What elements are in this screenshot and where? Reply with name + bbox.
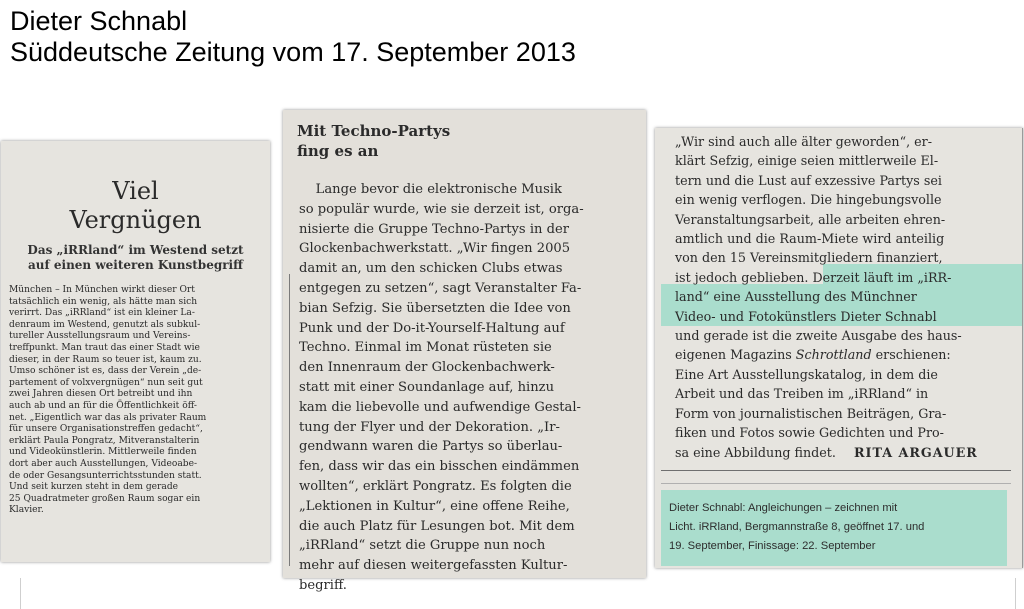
clip1-line: denraum im Westend, genutzt als subkul- [9,319,201,330]
clip2-line: nisierte die Gruppe Techno-Partys in der [299,221,569,237]
clip2-line: „Lektionen in Kultur“, eine offene Reihe, [299,498,570,514]
clip2-line: wollten“, erklärt Pongratz. Es folgten die [299,478,572,494]
event-info-line: 19. September, Finissage: 22. September [669,540,876,553]
clip2-body [299,180,584,596]
clip2-line: kam die liebevolle und aufwendige Gestal- [299,399,581,415]
clip2-heading-line2: fing es an [297,142,379,160]
clip3-line: von den 15 Vereinsmitgliedern finanziert, [675,250,943,266]
clip2-line: den Innenraum der Glockenbachwerk- [299,360,555,376]
clip2-heading-line1: Mit Techno-Partys [297,122,451,140]
clip1-line: erklärt Paula Pongratz, Mitveranstalterin [9,435,200,446]
clip2-heading [297,121,646,161]
clip1-line: tureller Ausstellungsraum und Vereins- [9,331,191,342]
clipping-techno-partys [283,110,646,593]
clip2-line: gendwann waren die Partys so überlau- [299,439,563,455]
clip3-line-last [675,443,978,462]
clip3-line: Eine Art Ausstellungskatalog, in dem die [675,366,938,382]
clip3-line: amtlich und die Raum-Miete wird anteilig [675,231,945,247]
header-source: Süddeutsche Zeitung vom 17. September 2013 [10,37,576,67]
clip3-line: land“ eine Ausstellung des Münchner [675,289,917,305]
column-rule [289,274,290,566]
clip2-line: mehr auf diesen weitergefassten Kultur- [299,558,568,574]
clip1-line: net. „Eigentlich war das als privater Raum [9,412,207,423]
clip2-line: Glockenbachwerkstatt. „Wir fingen 2005 [299,241,571,257]
clip3-line-text: erschienen: [871,347,951,363]
clip3-line: tern und die Lust auf exzessive Partys sei [675,172,942,188]
clipping-viel-vergnuegen [1,141,270,562]
clip3-line: ist jedoch geblieben. Derzeit läuft im „iRR- [675,269,952,285]
clip1-line: Und seit kurzen steht in dem gerade [9,482,179,493]
clip2-line: so populär wurde, wie sie derzeit ist, orga- [299,201,584,217]
clip3-line: klärt Sefzig, einige seien mittlerweile El- [675,153,939,169]
clip3-line-text: eigenen Magazins [675,347,792,363]
clip1-line: Umso schöner ist es, dass der Verein „de- [9,366,202,377]
clip3-line: Arbeit und das Treiben im „iRRland“ in [675,386,929,402]
clip1-subtitle-line1: Das „iRRland“ im Westend setzt [27,243,244,257]
event-info-line: Dieter Schnabl: Angleichungen – zeichnen mit [669,502,898,514]
clip1-line: auch ab und an für die Öffentlichkeit öff- [9,400,197,411]
clip1-line: dort aber auch Ausstellungen, Videoabe- [9,458,198,469]
header-author: Dieter Schnabl [10,6,188,36]
clip1-line: zwei Jahren diesen Ort betreibt und ihn [9,389,193,400]
separator-rule [661,470,1011,471]
clip3-line-text: sa eine Abbildung findet. [675,444,836,460]
clip1-line: München – In München wirkt dieser Ort [9,285,195,295]
column-rule [1022,128,1023,568]
clip1-line: dieser, in der Raum so teuer ist, kaum zu. [9,354,202,365]
frame-edge [1015,578,1016,609]
clip1-line: verirrt. Das „iRRland“ ist ein kleiner La- [9,308,195,319]
clip2-line: Punk und der Do-it-Yourself-Haltung auf [299,320,565,336]
clip1-line: 25 Quadratmeter großen Raum sogar ein [9,493,201,504]
clip1-subtitle [1,243,270,273]
clipping-ausstellung [655,128,1023,568]
event-info-line: Licht. iRRland, Bergmannstraße 8, geöffnet 17. und [669,521,925,534]
clip3-line: Veranstaltungsarbeit, alle arbeiten ehren- [675,211,946,227]
clip3-line: Form von journalistischen Beiträgen, Gra- [675,405,947,421]
clip2-line: fen, dass wir das ein bisschen eindämmen [299,459,580,475]
clip3-line: fiken und Fotos sowie Gedichten und Pro- [675,425,944,441]
clip2-line: Techno. Einmal im Monat rüsteten sie [299,340,552,356]
clip1-line: treffpunkt. Man traut das einer Stadt wie [9,342,200,353]
frame-edge [20,578,21,609]
clip1-line: Klavier. [9,505,44,516]
clip2-line: begriff. [299,577,347,593]
magazine-title: Schrottland [795,347,872,363]
clip1-subtitle-line2: auf einen weiteren Kunstbegriff [28,258,243,272]
clip3-line: Video- und Fotokünstlers Dieter Schnabl [675,308,937,324]
clip2-line: entgegen zu setzen“, sagt Veranstalter Fa- [299,280,582,296]
clip2-line: damit an, um den schicken Clubs etwas [299,261,563,277]
clip2-line: bian Sefzig. Sie übersetzten die Idee von [299,300,571,316]
clip1-title-line1: Viel [112,177,159,205]
clip1-line: für unsere Organisationstreffen gedacht“, [9,424,203,435]
clip3-line: „Wir sind auch alle älter geworden“, er- [675,134,932,149]
clip3-line-magazine [675,345,978,364]
clip1-line: partement of volxvergnügen“ nun seit gut [9,377,203,388]
clip1-title [1,177,270,235]
clip3-line: ein wenig verflogen. Die hingebungsvolle [675,192,942,208]
clip2-line: Lange bevor die elektronische Musik [299,182,562,197]
event-info [669,499,924,557]
clip2-line: statt mit einer Soundanlage auf, hinzu [299,379,554,395]
clip1-title-line2: Vergnügen [69,206,202,234]
clip1-line: de oder Gesangsunterrichtsstunden statt. [9,470,202,481]
clip1-line: und Videokünstlerin. Mittlerweile finden [9,447,197,458]
clip1-body [9,285,262,517]
clip2-line: „iRRland“ setzt die Gruppe nun noch [299,538,546,554]
separator-rule [661,483,1011,484]
clip3-line: und gerade ist die zweite Ausgabe des haus- [675,328,962,344]
clip1-line: tatsächlich ein wenig, als hätte man sich [9,296,198,307]
clip2-line: tung der Flyer und der Dekoration. „Ir- [299,419,560,435]
clip2-line: die auch Platz für Lesungen bot. Mit dem [299,518,575,534]
author-signature: RITA ARGAUER [853,444,978,460]
page-header [10,6,576,68]
clip3-body [675,132,978,462]
